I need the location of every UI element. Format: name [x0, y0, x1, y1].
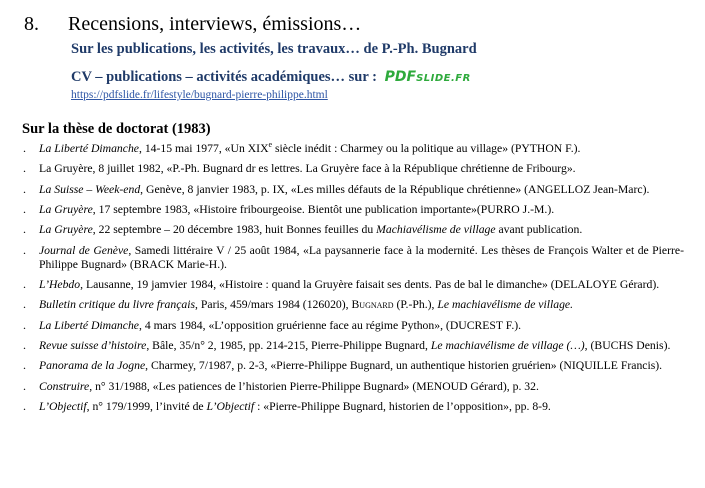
list-item: . La Liberté Dimanche, 14-15 mai 1977, «Un XIXe siècle inédit : Charmey ou la politique au village» (PYTHON F.). — [22, 142, 684, 156]
pdfslide-link[interactable]: https://pdfslide.fr/lifestyle/bugnard-pierre-philippe.html — [71, 89, 328, 101]
list-item: . L’Hebdo, Lausanne, 19 jamvier 1984, «Histoire : quand la Gruyère faisait ses dents. Pas de bal le dimanche» (DELALOYE Gérard). — [22, 278, 684, 292]
section-title: Recensions, interviews, émissions… — [68, 13, 362, 35]
cv-text: CV – publications – activités académiques… sur : — [71, 69, 377, 85]
list-item: . La Gruyère, 17 septembre 1983, «Histoire fribourgeoise. Bientôt une publication importante»(PURRO J.-M.). — [22, 203, 684, 217]
thesis-heading: Sur la thèse de doctorat (1983) — [22, 121, 211, 137]
list-item: . La Suisse – Week-end, Genève, 8 janvier 1983, p. IX, «Les milles défauts de la République chrétienne» (ANGELLOZ Jean-Marc). — [22, 183, 684, 197]
list-item: . Journal de Genève, Samedi littéraire V / 25 août 1984, «La paysannerie face à la modernité. Les thèses de François Walter et de Pierre-Philippe Bugnard» (BRACK Marie-H.). — [22, 244, 684, 272]
logo-small: SLIDE.FR — [416, 73, 471, 84]
list-item: . Construire, n° 31/1988, «Les patiences de l’historien Pierre-Philippe Bugnard» (MENOUD Gérard), p. 32. — [22, 380, 684, 394]
list-item: . Panorama de la Jogne, Charmey, 7/1987, p. 2-3, «Pierre-Philippe Bugnard, un authentique historien gruérien» (NIQUILLE Francis). — [22, 359, 684, 373]
reviews-list — [22, 142, 684, 420]
list-item: . La Gruyère, 8 juillet 1982, «P.-Ph. Bugnard dr es lettres. La Gruyère face à la République chrétienne de Fribourg». — [22, 162, 684, 176]
list-item: . L’Objectif, n° 179/1999, l’invité de L’Objectif : «Pierre-Philippe Bugnard, historien de l’opposition», pp. 8-9. — [22, 400, 684, 414]
cv-line — [71, 69, 471, 86]
pdfslide-logo[interactable] — [385, 69, 471, 85]
list-item: . Revue suisse d’histoire, Bâle, 35/n° 2, 1985, pp. 214-215, Pierre-Philippe Bugnard, Le machiavélisme de village (…), (BUCHS Denis). — [22, 339, 684, 353]
list-item: . La Liberté Dimanche, 4 mars 1984, «L’opposition gruérienne face au régime Python», (DUCREST F.). — [22, 319, 684, 333]
subheading: Sur les publications, les activités, les travaux… de P.-Ph. Bugnard — [71, 41, 477, 57]
logo-main: PDF — [384, 69, 417, 85]
list-item: . Bulletin critique du livre français, Paris, 459/mars 1984 (126020), Bugnard (P.-Ph.), Le machiavélisme de village. — [22, 298, 684, 312]
section-number: 8. — [24, 13, 39, 35]
list-item: . La Gruyère, 22 septembre – 20 décembre 1983, huit Bonnes feuilles du Machiavélisme de village avant publication. — [22, 223, 684, 237]
